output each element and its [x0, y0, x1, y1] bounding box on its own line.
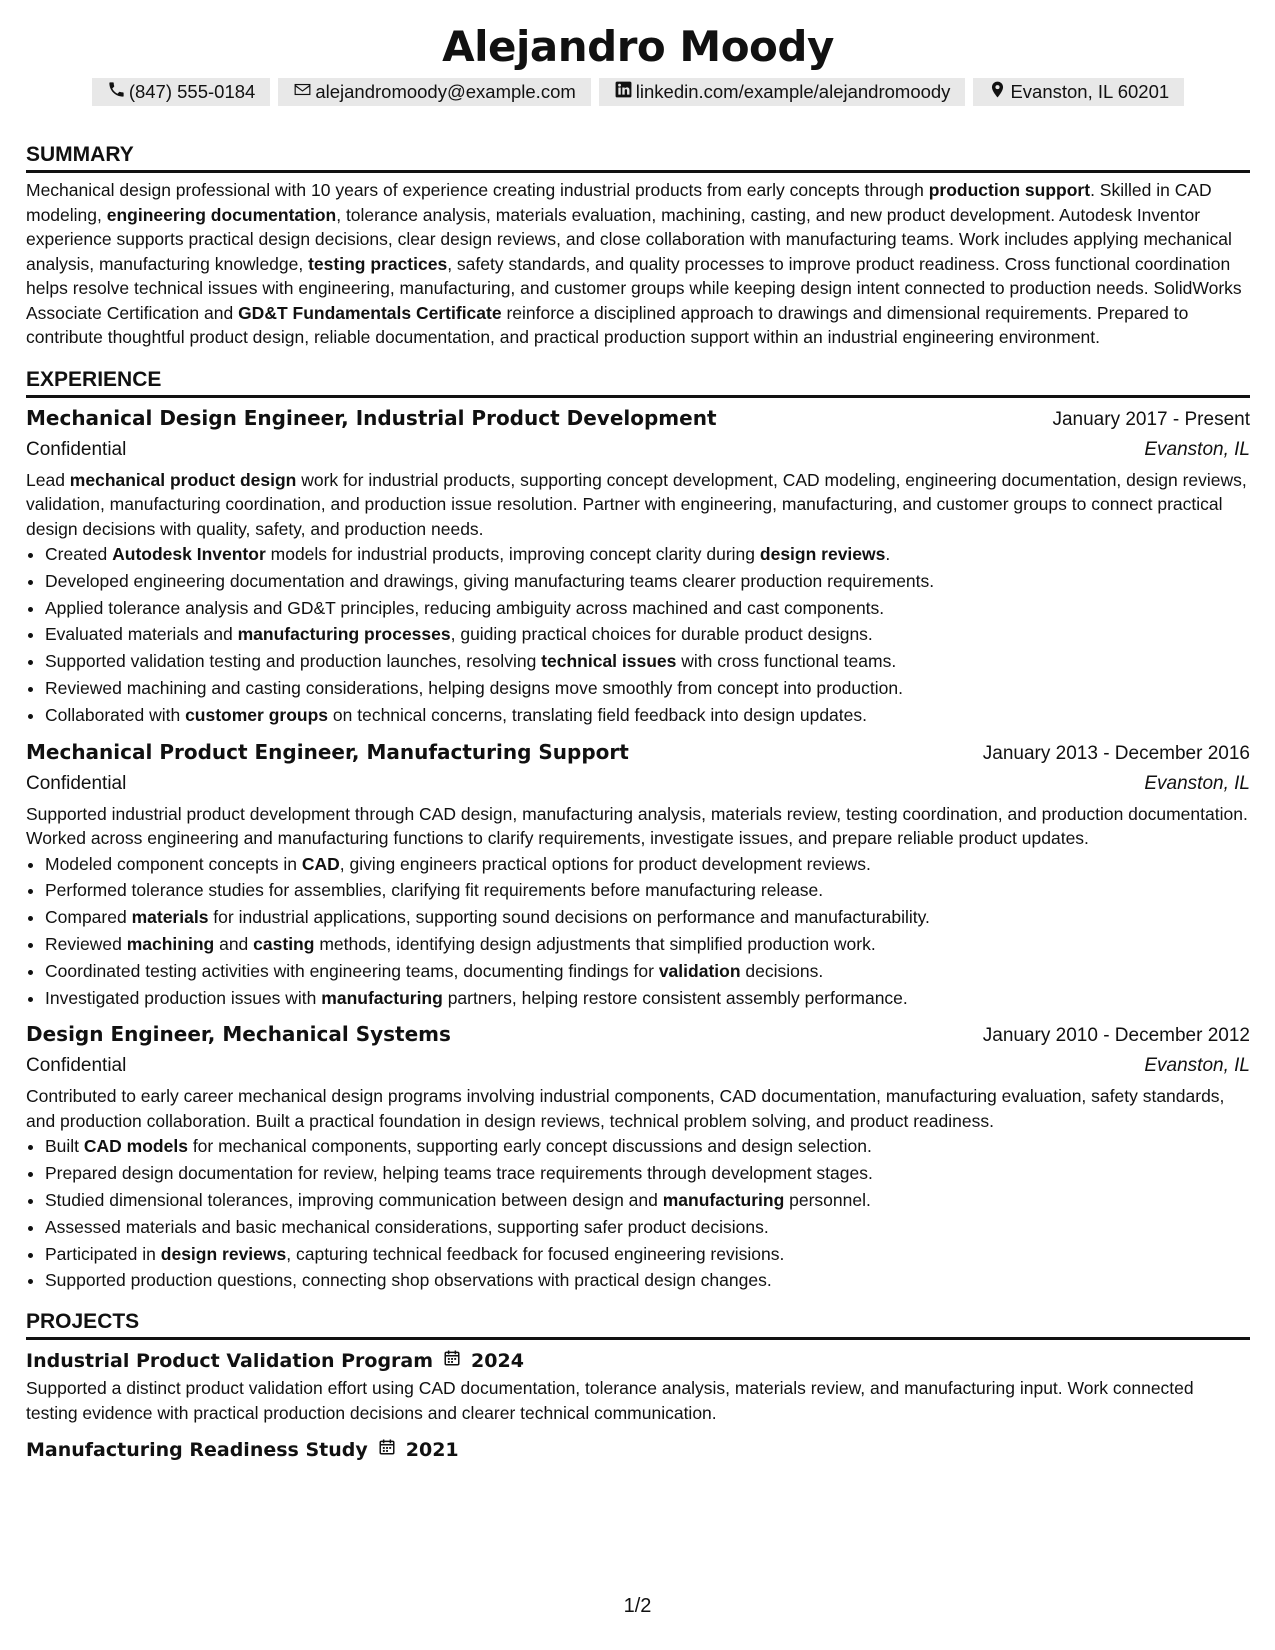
- experience-section: [26, 366, 1250, 1295]
- phone-icon: [107, 80, 129, 104]
- bullet-item: • Prepared design documentation for review, helping teams trace requirements through development stages.: [45, 1160, 1250, 1187]
- bullet-item: • Developed engineering documentation and drawings, giving manufacturing teams clearer production requirements.: [45, 568, 1250, 595]
- bullet-item: • Supported production questions, connecting shop observations with practical design changes.: [45, 1267, 1250, 1294]
- summary-section: [26, 141, 1250, 350]
- linkedin-icon: [614, 80, 636, 104]
- email-text[interactable]: alejandromoody@example.com: [315, 81, 576, 102]
- bullet-item: • Reviewed machining and casting considerations, helping designs move smoothly from concept into production.: [45, 675, 1250, 702]
- job-description: [26, 468, 1250, 542]
- project-year: 2024: [471, 1350, 524, 1373]
- bullet-item: • Studied dimensional tolerances, improving communication between design and manufacturing personnel.: [45, 1187, 1250, 1214]
- map-pin-icon: [988, 80, 1010, 104]
- email-chip[interactable]: [278, 78, 590, 106]
- job-company: Confidential: [26, 1055, 127, 1077]
- job-company: Confidential: [26, 438, 127, 460]
- summary-text: , tolerance analysis, materials evaluation, machining, casting, and new product development. Autodesk Inventor experience supports practical design decisions, clear design reviews, and close collaboration with manufacturing teams. Work includes applying mechanical analysis, manufacturing knowledge,: [26, 204, 1232, 274]
- job-subheader: [26, 1051, 1250, 1081]
- summary-text: reinforce a disciplined approach to drawings and dimensional requirements. Prepared to contribute thoughtful product design, reliable documentation, and practical production support within an industrial engineering environment.: [26, 302, 1189, 347]
- job-header: [26, 737, 1250, 769]
- job-location: Evanston, IL: [1144, 1055, 1250, 1077]
- bullet-item: • Modeled component concepts in CAD, giving engineers practical options for product development reviews.: [45, 851, 1250, 878]
- contact-bar: [26, 78, 1250, 106]
- phone-chip: [92, 78, 271, 106]
- job-title: Mechanical Product Engineer, Manufacturing Support: [26, 739, 629, 764]
- project-year: 2021: [405, 1439, 459, 1462]
- bullet-item: • Coordinated testing activities with engineering teams, documenting findings for validation decisions.: [45, 958, 1250, 985]
- job-entry: [26, 1019, 1250, 1294]
- job-bullets: [26, 1133, 1250, 1294]
- job-subheader: [26, 769, 1250, 799]
- job-dates: January 2010 - December 2012: [982, 1025, 1250, 1047]
- project-entry: [26, 1346, 1250, 1425]
- job-header: [26, 403, 1250, 435]
- bullet-item: • Collaborated with customer groups on technical concerns, translating field feedback into design updates.: [45, 702, 1250, 729]
- summary-highlight: production support: [928, 180, 1091, 200]
- summary-paragraph: [26, 178, 1250, 350]
- job-header: [26, 1019, 1250, 1051]
- job-bullets: [26, 541, 1250, 729]
- bullet-item: • Applied tolerance analysis and GD&T principles, reducing ambiguity across machined and cast components.: [45, 595, 1250, 622]
- bullet-item: • Evaluated materials and manufacturing processes, guiding practical choices for durable product designs.: [45, 621, 1250, 648]
- section-heading-experience: EXPERIENCE: [26, 366, 1250, 398]
- summary-text: . Skilled in CAD modeling,: [26, 180, 1212, 225]
- section-heading-projects: PROJECTS: [26, 1308, 1250, 1340]
- job-dates: January 2013 - December 2016: [982, 742, 1250, 764]
- project-title: Manufacturing Readiness Study: [26, 1439, 368, 1462]
- candidate-name: Alejandro Moody: [442, 22, 834, 71]
- project-header: [26, 1346, 1250, 1376]
- linkedin-text[interactable]: linkedin.com/example/alejandromoody: [635, 81, 951, 102]
- bullet-item: • Performed tolerance studies for assemblies, clarifying fit requirements before manufacturing release.: [45, 877, 1250, 904]
- projects-section: [26, 1308, 1250, 1465]
- job-description: Contributed to early career mechanical design programs involving industrial components, CAD documentation, manufacturing evaluation, safety standards, and production collaboration. Built a practical foundation in design reviews, technical problem solving, and product readiness.: [26, 1086, 1225, 1131]
- bullet-item: • Participated in design reviews, capturing technical feedback for focused engineering revisions.: [45, 1241, 1250, 1268]
- calendar-icon: [443, 1346, 461, 1376]
- phone-text: (847) 555-0184: [128, 81, 256, 102]
- job-entry: [26, 403, 1250, 729]
- job-description: Supported industrial product development through CAD design, manufacturing analysis, materials review, testing coordination, and production documentation. Worked across engineering and manufacturing functions to clarify requirements, investigate issues, and prepare reliable product updates.: [26, 803, 1248, 849]
- project-description: Supported a distinct product validation effort using CAD documentation, tolerance analysis, materials review, and manufacturing input. Work connected testing evidence with practical production decisions and clearer technical communication.: [26, 1378, 1194, 1423]
- bullet-item: • Assessed materials and basic mechanical considerations, supporting safer product decisions.: [45, 1214, 1250, 1241]
- bullet-item: • Supported validation testing and production launches, resolving technical issues with cross functional teams.: [45, 648, 1250, 675]
- location-text: Evanston, IL 60201: [1010, 81, 1170, 102]
- location-chip: [973, 78, 1184, 106]
- project-header: [26, 1435, 1250, 1465]
- section-heading-summary: SUMMARY: [26, 141, 1250, 173]
- job-dates: January 2017 - Present: [1052, 408, 1250, 430]
- summary-highlight: testing practices: [308, 253, 448, 274]
- job-company: Confidential: [26, 772, 127, 794]
- summary-highlight: engineering documentation: [106, 204, 337, 225]
- project-title: Industrial Product Validation Program: [26, 1350, 434, 1373]
- summary-text: Mechanical design professional with 10 years of experience creating industrial products from early concepts through: [26, 180, 929, 200]
- bullet-item: • Investigated production issues with manufacturing partners, helping restore consistent assembly performance.: [45, 985, 1250, 1012]
- page-number: 1/2: [623, 1595, 652, 1617]
- bullet-item: • Reviewed machining and casting methods, identifying design adjustments that simplified production work.: [45, 931, 1250, 958]
- job-subheader: [26, 435, 1250, 465]
- job-title: Mechanical Design Engineer, Industrial Product Development: [26, 405, 717, 430]
- job-bullets: [26, 851, 1250, 1012]
- job-description-text: work for industrial products, supporting concept development, CAD modeling, engineering documentation, design reviews, validation, manufacturing coordination, and production issue resolution. Partner with engineering, manufacturing, and customer groups to connect practical design decisions with quality, safety, and production needs.: [26, 469, 1247, 539]
- calendar-icon: [378, 1435, 396, 1465]
- bullet-item: • Compared materials for industrial applications, supporting sound decisions on performance and manufacturability.: [45, 904, 1250, 931]
- project-entry: [26, 1435, 1250, 1465]
- job-location: Evanston, IL: [1144, 438, 1250, 460]
- job-entry: [26, 737, 1250, 1012]
- resume-page: [26, 0, 1250, 1465]
- summary-text: , safety standards, and quality processes to improve product readiness. Cross functional coordination helps resolve technical issues with engineering, manufacturing, and customer groups while keeping design intent connected to production needs. SolidWorks Associate Certification and: [26, 253, 1242, 323]
- envelope-icon: [293, 80, 315, 104]
- job-location: Evanston, IL: [1144, 772, 1250, 794]
- bullet-item: • Built CAD models for mechanical components, supporting early concept discussions and design selection.: [45, 1133, 1250, 1160]
- job-description-text: Lead: [26, 469, 70, 490]
- bullet-item: • Created Autodesk Inventor models for industrial products, improving concept clarity during design reviews.: [45, 541, 1250, 568]
- job-description-highlight: mechanical product design: [69, 469, 297, 490]
- job-title: Design Engineer, Mechanical Systems: [26, 1022, 451, 1047]
- summary-highlight: GD&T Fundamentals Certificate: [238, 302, 502, 323]
- linkedin-chip[interactable]: [599, 78, 966, 106]
